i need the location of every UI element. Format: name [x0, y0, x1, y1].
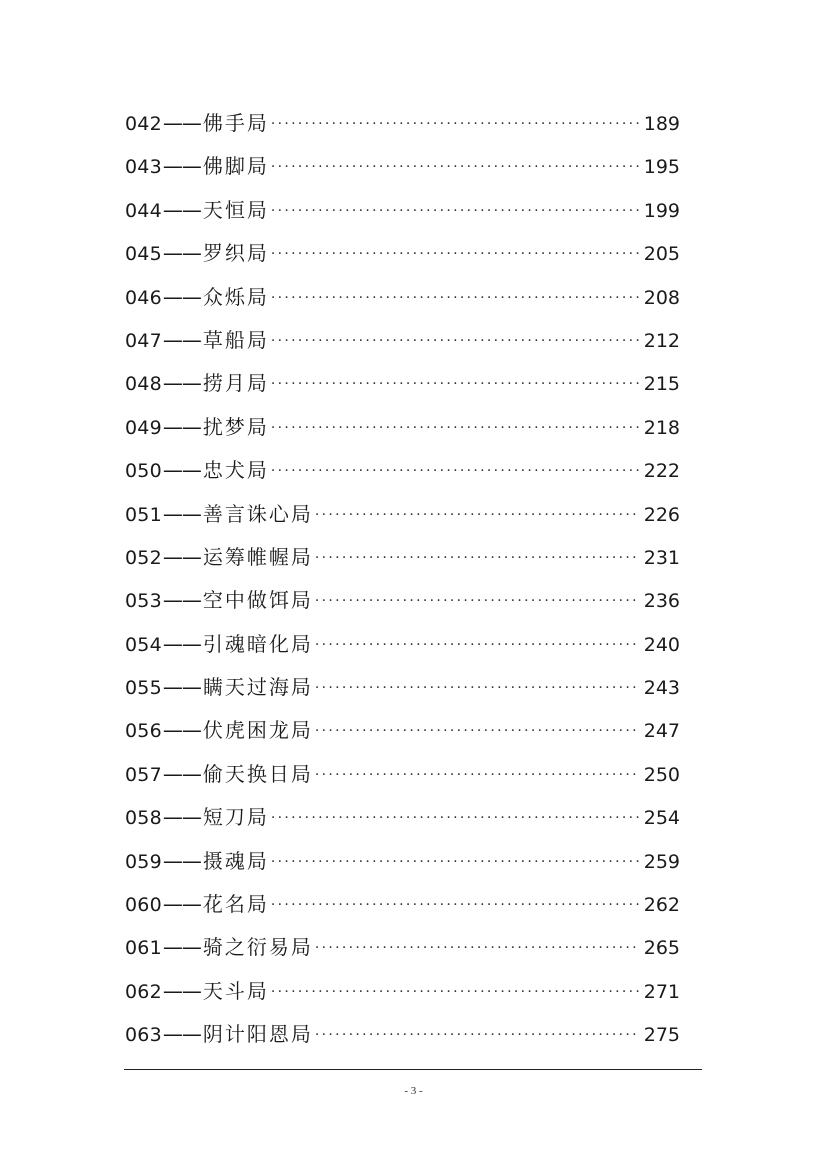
toc-dot-leader [271, 841, 640, 884]
toc-entry-separator: —— [162, 501, 201, 526]
toc-entry-page-number: 222 [643, 460, 680, 483]
toc-entry-title: 忠犬局 [202, 458, 269, 483]
toc-entry-title: 佛手局 [202, 111, 269, 135]
toc-dot-leader [315, 1014, 640, 1057]
toc-entry-page-number: 262 [643, 894, 680, 917]
toc-entry-separator: —— [162, 241, 201, 266]
toc-entry[interactable] [125, 493, 680, 536]
toc-dot-leader [315, 710, 640, 753]
toc-entry[interactable] [125, 145, 680, 188]
toc-entry-title: 伏虎困龙局 [202, 718, 313, 743]
toc-dot-leader [271, 797, 640, 840]
toc-entry[interactable] [125, 579, 680, 622]
toc-entry-separator: —— [162, 111, 201, 135]
toc-entry[interactable] [125, 709, 680, 752]
toc-entry-page-number: 250 [643, 763, 680, 786]
toc-dot-leader [271, 277, 640, 320]
toc-entry-number: 053 [125, 590, 162, 613]
toc-entry[interactable] [125, 232, 680, 275]
toc-entry-title: 空中做饵局 [202, 588, 313, 613]
toc-entry-number: 050 [125, 460, 162, 483]
toc-entry-title: 摄魂局 [202, 848, 269, 873]
toc-entry-title: 罗织局 [202, 241, 269, 266]
toc-entry-separator: —— [162, 154, 201, 179]
toc-entry-separator: —— [162, 284, 201, 309]
toc-entry-page-number: 208 [643, 286, 680, 309]
toc-entry[interactable] [125, 796, 680, 839]
toc-entry-title: 引魂暗化局 [202, 631, 313, 656]
toc-dot-leader [271, 971, 640, 1014]
toc-dot-leader [271, 233, 640, 276]
toc-entry-page-number: 240 [643, 633, 680, 656]
toc-entry-page-number: 199 [643, 199, 680, 222]
toc-entry-title: 阴计阳恩局 [202, 1022, 313, 1047]
toc-entry-number: 051 [125, 503, 162, 526]
toc-dot-leader [271, 884, 640, 927]
toc-entry-number: 063 [125, 1024, 162, 1047]
toc-entry-title: 天恒局 [202, 197, 269, 222]
toc-entry-title: 短刀局 [202, 805, 269, 830]
toc-entry-number: 056 [125, 720, 162, 743]
toc-entry-separator: —— [162, 848, 201, 873]
toc-entry-separator: —— [162, 458, 201, 483]
toc-dot-leader [271, 146, 640, 189]
toc-dot-leader [315, 580, 640, 623]
toc-entry-page-number: 259 [643, 850, 680, 873]
toc-entry-separator: —— [162, 892, 201, 917]
toc-entry-number: 052 [125, 546, 162, 569]
toc-dot-leader [271, 363, 640, 406]
toc-entry-title: 善言诛心局 [202, 501, 313, 526]
toc-entry-page-number: 236 [643, 590, 680, 613]
toc-entry-title: 捞月局 [202, 371, 269, 396]
toc-entry-separator: —— [162, 935, 201, 960]
toc-entry-separator: —— [162, 978, 201, 1003]
toc-entry-number: 042 [125, 113, 162, 135]
toc-entry-number: 046 [125, 286, 162, 309]
toc-entry-title: 瞒天过海局 [202, 675, 313, 700]
page-number-footer: - 3 - [404, 1085, 423, 1097]
toc-entry-separator: —— [162, 544, 201, 569]
toc-entry-separator: —— [162, 197, 201, 222]
toc-entry-number: 044 [125, 199, 162, 222]
toc-entry-page-number: 243 [643, 677, 680, 700]
toc-entry-separator: —— [162, 371, 201, 396]
toc-entry-number: 058 [125, 807, 162, 830]
toc-dot-leader [315, 624, 640, 667]
toc-entry-separator: —— [162, 327, 201, 352]
toc-dot-leader [315, 667, 640, 710]
toc-dot-leader [315, 494, 640, 537]
toc-entry-number: 048 [125, 373, 162, 396]
toc-entry-separator: —— [162, 588, 201, 613]
toc-entry-title: 骑之衍易局 [202, 935, 313, 960]
toc-entry[interactable] [125, 970, 680, 1013]
toc-entry-separator: —— [162, 631, 201, 656]
toc-entry-number: 055 [125, 677, 162, 700]
toc-entry-page-number: 231 [643, 546, 680, 569]
toc-dot-leader [271, 320, 640, 363]
toc-entry-number: 061 [125, 937, 162, 960]
toc-entry-title: 佛脚局 [202, 154, 269, 179]
toc-entry-page-number: 218 [643, 416, 680, 439]
toc-entry-number: 059 [125, 850, 162, 873]
toc-entry-page-number: 212 [643, 329, 680, 352]
toc-entry[interactable] [125, 883, 680, 926]
toc-entry-number: 062 [125, 980, 162, 1003]
toc-entry-title: 草船局 [202, 327, 269, 352]
toc-entry-separator: —— [162, 718, 201, 743]
toc-entry-title: 众烁局 [202, 284, 269, 309]
toc-entry-separator: —— [162, 675, 201, 700]
toc-entry[interactable] [125, 666, 680, 709]
toc-entry-title: 天斗局 [202, 978, 269, 1003]
toc-entry-number: 043 [125, 156, 162, 179]
toc-entry-page-number: 226 [643, 503, 680, 526]
toc-entry-page-number: 271 [643, 980, 680, 1003]
toc-entry[interactable] [125, 189, 680, 232]
toc-entry-page-number: 205 [643, 243, 680, 266]
toc-entry-number: 057 [125, 763, 162, 786]
toc-entry[interactable] [125, 623, 680, 666]
toc-entry-page-number: 275 [643, 1024, 680, 1047]
toc-entry-page-number: 247 [643, 720, 680, 743]
toc-entry-title: 花名局 [202, 892, 269, 917]
toc-dot-leader [315, 754, 640, 797]
toc-entry[interactable] [125, 753, 680, 796]
toc-entry[interactable] [125, 926, 680, 969]
toc-entry-title: 运筹帷幄局 [202, 544, 313, 569]
toc-entry-number: 054 [125, 633, 162, 656]
toc-entry[interactable] [125, 102, 680, 145]
toc-dot-leader [271, 450, 640, 493]
toc-entry-number: 049 [125, 416, 162, 439]
toc-entry[interactable] [125, 319, 680, 362]
toc-entry-number: 047 [125, 329, 162, 352]
toc-entry[interactable] [125, 449, 680, 492]
toc-entry[interactable] [125, 276, 680, 319]
toc-entry-number: 060 [125, 894, 162, 917]
toc-entry[interactable] [125, 536, 680, 579]
table-of-contents [125, 102, 680, 1057]
toc-dot-leader [315, 537, 640, 580]
toc-entry-page-number: 265 [643, 937, 680, 960]
toc-entry-separator: —— [162, 805, 201, 830]
toc-entry-separator: —— [162, 414, 201, 439]
toc-dot-leader [271, 407, 640, 450]
toc-entry-page-number: 189 [643, 113, 680, 135]
toc-entry[interactable] [125, 840, 680, 883]
toc-entry-separator: —— [162, 761, 201, 786]
toc-entry-page-number: 215 [643, 373, 680, 396]
toc-entry[interactable] [125, 1013, 680, 1056]
toc-entry-page-number: 254 [643, 807, 680, 830]
toc-entry-number: 045 [125, 243, 162, 266]
toc-entry[interactable] [125, 362, 680, 405]
toc-entry-title: 扰梦局 [202, 414, 269, 439]
footer-rule [124, 1069, 702, 1070]
toc-dot-leader [315, 927, 640, 970]
toc-entry-separator: —— [162, 1022, 201, 1047]
toc-entry[interactable] [125, 406, 680, 449]
toc-entry-title: 偷天换日局 [202, 761, 313, 786]
toc-dot-leader [271, 103, 640, 146]
toc-dot-leader [271, 190, 640, 233]
toc-entry-page-number: 195 [643, 156, 680, 179]
